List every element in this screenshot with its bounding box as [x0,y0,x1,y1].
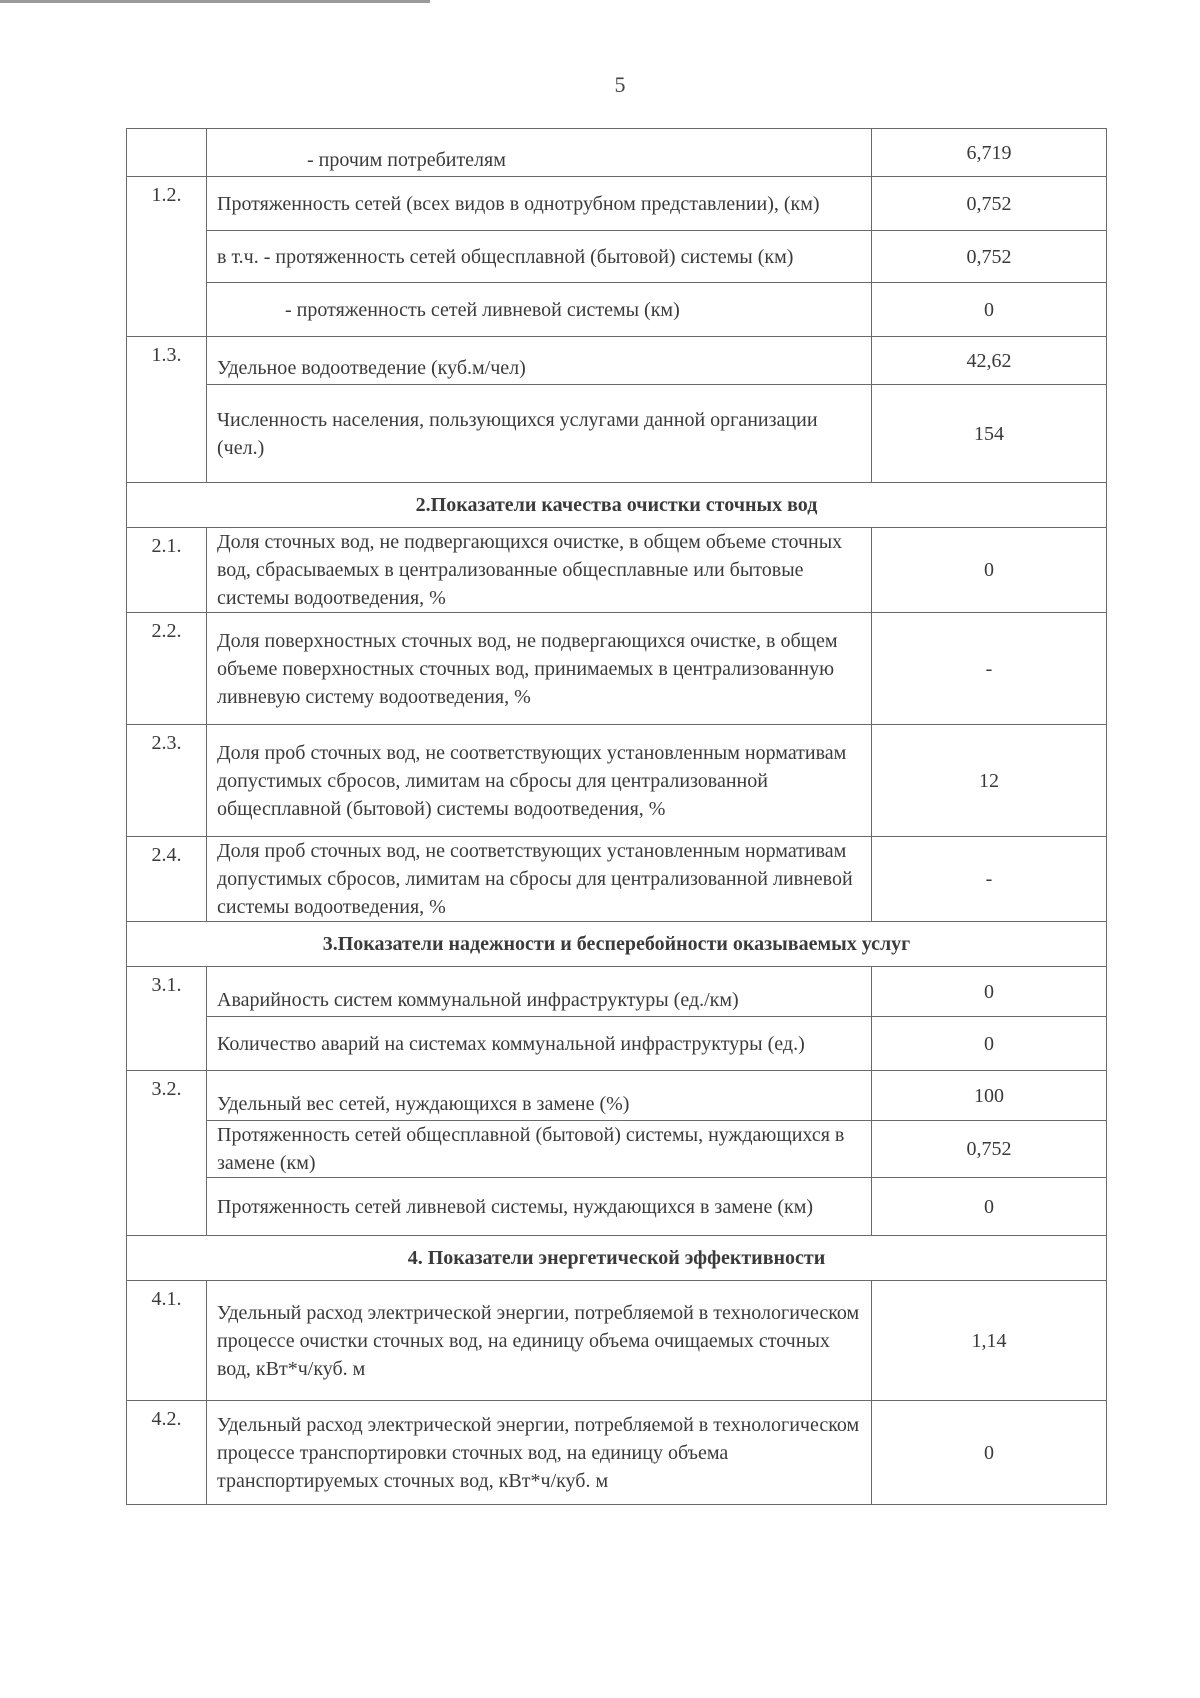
row-number: 2.4. [127,837,207,922]
row-label: Численность населения, пользующихся услугами данной организации (чел.) [207,385,872,483]
row-value: 0,752 [872,231,1107,283]
row-value: 0 [872,528,1107,613]
row-number [127,129,207,177]
row-label: Удельный расход электрической энергии, потребляемой в технологическом процессе транспортировки сточных вод, на единицу объема транспортируемых сточных вод, кВт*ч/куб. м [207,1401,872,1505]
table-row [127,1121,1107,1178]
section-header [127,483,1107,528]
table-row [127,129,1107,177]
row-number: 2.1. [127,528,207,613]
table-row [127,528,1107,613]
row-label: Доля сточных вод, не подвергающихся очистке, в общем объеме сточных вод, сбрасываемых в централизованные общесплавные или бытовые системы водоотведения, % [207,528,872,613]
row-label: Количество аварий на системах коммунальной инфраструктуры (ед.) [207,1017,872,1071]
section-title: 3.Показатели надежности и бесперебойности оказываемых услуг [127,922,1107,967]
table-row [127,337,1107,385]
row-label: Удельный расход электрической энергии, потребляемой в технологическом процессе очистки сточных вод, на единицу объема очищаемых сточных вод, кВт*ч/куб. м [207,1281,872,1401]
table-row [127,837,1107,922]
section-title: 2.Показатели качества очистки сточных вод [127,483,1107,528]
section-title: 4. Показатели энергетической эффективности [127,1236,1107,1281]
table-row [127,231,1107,283]
page-number: 5 [614,72,626,97]
row-value: 0,752 [872,177,1107,231]
table-row [127,967,1107,1017]
row-value: 0,752 [872,1121,1107,1178]
row-value: 42,62 [872,337,1107,385]
row-label: Протяженность сетей ливневой системы, нуждающихся в замене (км) [207,1178,872,1236]
section-header [127,1236,1107,1281]
row-value: 0 [872,1178,1107,1236]
row-label: - прочим потребителям [207,129,872,177]
row-number: 4.1. [127,1281,207,1401]
row-number: 4.2. [127,1401,207,1505]
row-label: в т.ч. - протяженность сетей общесплавной (бытовой) системы (км) [207,231,872,283]
row-label: Удельный вес сетей, нуждающихся в замене (%) [207,1071,872,1121]
row-value: 154 [872,385,1107,483]
row-label: Доля проб сточных вод, не соответствующих установленным нормативам допустимых сбросов, лимитам на сбросы для централизованной ливневой системы водоотведения, % [207,837,872,922]
row-value: - [872,837,1107,922]
row-number: 1.2. [127,177,207,337]
row-label: Протяженность сетей (всех видов в однотрубном представлении), (км) [207,177,872,231]
section-header [127,922,1107,967]
row-value: 0 [872,967,1107,1017]
row-number: 2.3. [127,725,207,837]
table-row [127,613,1107,725]
table-row [127,1281,1107,1401]
table-row [127,177,1107,231]
row-value: 0 [872,283,1107,337]
indicators-table [126,128,1107,1505]
scan-edge [0,0,430,3]
table-row [127,385,1107,483]
table-row [127,1178,1107,1236]
table-row [127,1401,1107,1505]
row-value: 100 [872,1071,1107,1121]
row-value: 6,719 [872,129,1107,177]
row-number: 3.1. [127,967,207,1071]
row-value: 1,14 [872,1281,1107,1401]
row-value: - [872,613,1107,725]
row-number: 2.2. [127,613,207,725]
row-label: Удельное водоотведение (куб.м/чел) [207,337,872,385]
row-label: Протяженность сетей общесплавной (бытовой) системы, нуждающихся в замене (км) [207,1121,872,1178]
row-value: 12 [872,725,1107,837]
table-row [127,1071,1107,1121]
row-number: 3.2. [127,1071,207,1236]
row-label: - протяженность сетей ливневой системы (км) [207,283,872,337]
row-label: Доля проб сточных вод, не соответствующих установленным нормативам допустимых сбросов, лимитам на сбросы для централизованной общесплавной (бытовой) системы водоотведения, % [207,725,872,837]
table-row [127,1017,1107,1071]
row-label: Аварийность систем коммунальной инфраструктуры (ед./км) [207,967,872,1017]
table-row [127,725,1107,837]
row-value: 0 [872,1017,1107,1071]
row-number: 1.3. [127,337,207,483]
row-value: 0 [872,1401,1107,1505]
table-row [127,283,1107,337]
row-label: Доля поверхностных сточных вод, не подвергающихся очистке, в общем объеме поверхностных сточных вод, принимаемых в централизованную ливневую систему водоотведения, % [207,613,872,725]
